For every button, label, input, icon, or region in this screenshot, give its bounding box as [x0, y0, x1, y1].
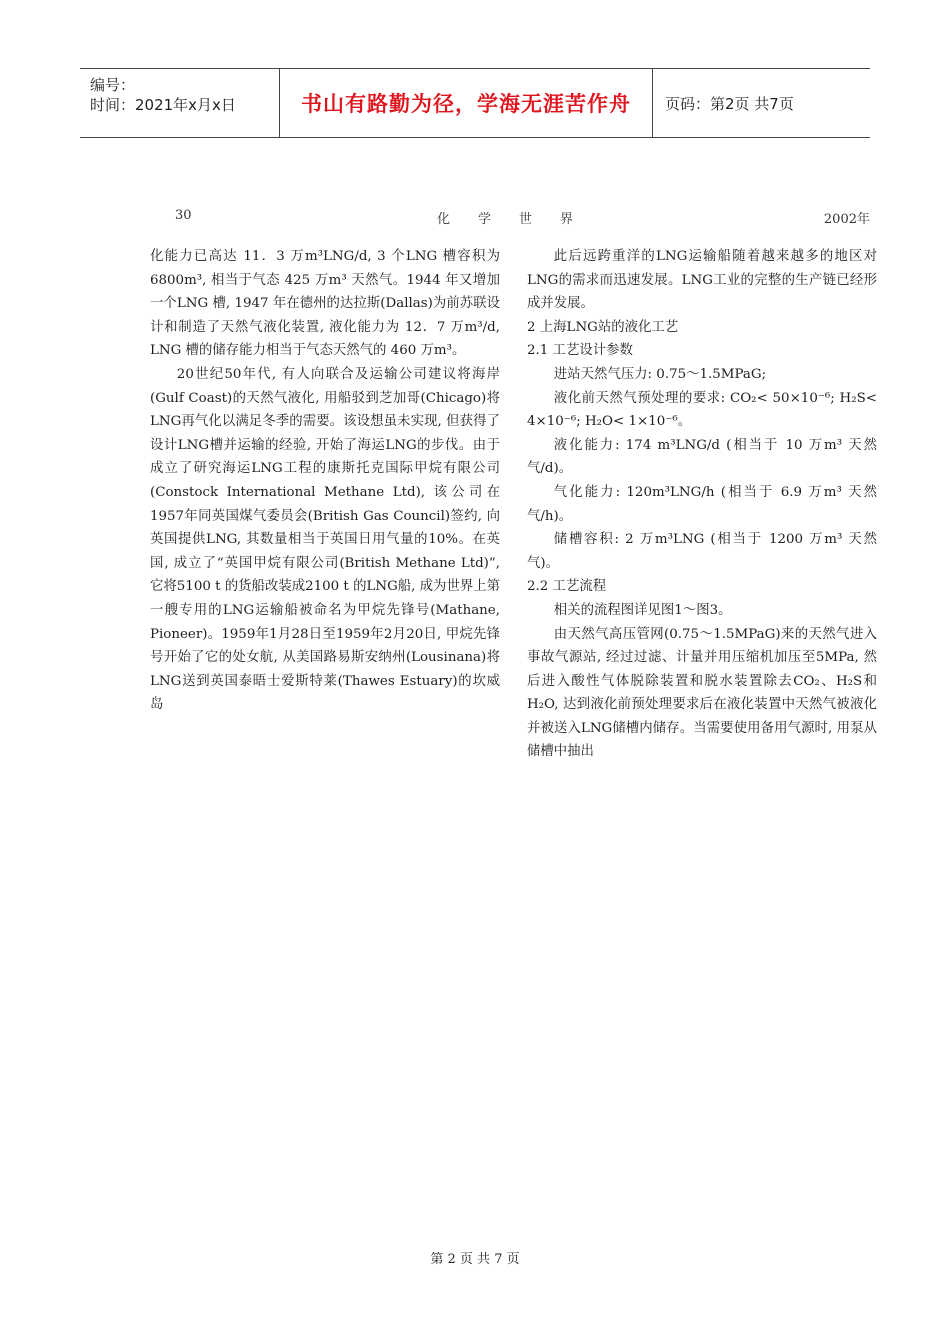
code-label: 编号： [90, 76, 136, 94]
header-table [80, 68, 870, 138]
date-label: 时间：2021年x月x日 [90, 96, 236, 114]
header-page-info: 页码：第2页 共7页 [665, 94, 794, 113]
running-head-journal: 化学世界 [437, 212, 602, 227]
paragraph: 20世纪50年代, 有人向联合及运输公司建议将海岸(Gulf Coast)的天然气液化, 用船驳到芝加哥(Chicago)将LNG再气化以满足冬季的需要。该设想虽未实现, 但获得了设计LNG槽并运输的经验, 开始了海运LNG的步伐。由于成立了研究海运LNG工程的康斯托克国际甲烷有限公司(Constock International Methane Ltd), 该公司在1957年同英国煤气委员会(British Gas Council)签约, 向英国提供LNG, 其数量相当于英国日用气量的10%。在英国, 成立了“英国甲烷有限公司(British Methane Ltd)”, 它将5100 t 的货船改装成2100 t 的LNG船, 成为世界上第一艘专用的LNG运输船被命名为甲烷先锋号(Mathane, Pioneer)。1959年1月28日至1959年2月20日, 甲烷先锋号开始了它的处女航, 从美国路易斯安纳州(Lousinana)将LNG送到英国泰晤士爱斯特莱(Thawes Estuary)的坎威岛 [150, 366, 501, 713]
paragraph: 相关的流程图详见图1～图3。 [553, 602, 732, 618]
running-head [175, 208, 870, 226]
paragraph: 化能力已高达 11．3 万m³LNG/d, 3 个LNG 槽容积为6800m³, 相当于气态 425 万m³ 天然气。1944 年又增加一个LNG 槽, 1947 年在德州的达拉斯(Dallas)为前苏联设计和制造了天然气液化装置, 液化能力为 12．7 万m³/d, LNG 槽的储存能力相当于气态天然气的 460 万m³。 [150, 249, 500, 359]
paragraph: 进站天然气压力: 0.75～1.5MPaG; [553, 366, 767, 382]
subsection-heading: 2.2 工艺流程 [527, 579, 607, 595]
paragraph: 储槽容积: 2 万m³LNG (相当于 1200 万m³ 天然气)。 [527, 532, 877, 571]
paragraph: 此后远跨重洋的LNG运输船随着越来越多的地区对LNG的需求而迅速发展。LNG工业的完整的生产链已经形成并发展。 [527, 249, 877, 312]
paragraph: 液化前天然气预处理的要求: CO₂< 50×10⁻⁶; H₂S< 4×10⁻⁶; H₂O< 1×10⁻⁶。 [527, 390, 877, 430]
page-footer: 第 2 页 共 7 页 [430, 1252, 520, 1267]
header-motto: 书山有路勤为径，学海无涯苦作舟 [280, 69, 653, 137]
paragraph: 液化能力: 174 m³LNG/d (相当于 10 万m³ 天然气/d)。 [527, 437, 877, 477]
subsection-heading: 2.1 工艺设计参数 [527, 343, 633, 359]
header-meta [80, 69, 280, 137]
running-head-year: 2002年 [823, 212, 870, 227]
left-column [150, 245, 500, 717]
paragraph: 由天然气高压管网(0.75～1.5MPaG)来的天然气进入事故气源站, 经过过滤、计量并用压缩机加压至5MPa, 然后进入酸性气体脱除装置和脱水装置除去CO₂、H₂S和H₂O, 达到液化前预处理要求后在液化装置中天然气被液化并被送入LNG储槽内储存。当需要使用备用气源时, 用泵从储槽中抽出 [527, 626, 877, 760]
right-column [527, 245, 877, 764]
paragraph: 气化能力: 120m³LNG/h (相当于 6.9 万m³ 天然气/h)。 [527, 484, 877, 524]
section-heading: 2 上海LNG站的液化工艺 [527, 319, 679, 335]
running-head-page-number: 30 [175, 208, 192, 223]
